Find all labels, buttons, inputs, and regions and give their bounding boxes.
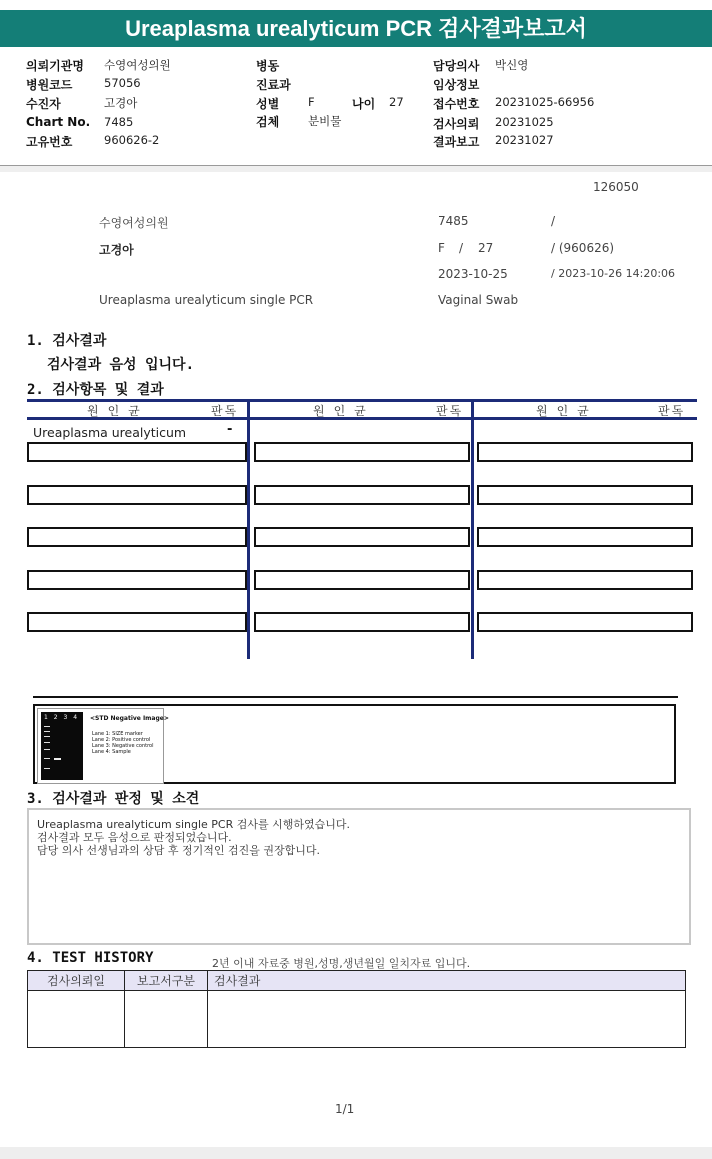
info-slash: / xyxy=(551,214,556,228)
info-patient: 고경아 xyxy=(99,243,134,257)
result-cell xyxy=(254,612,470,632)
info-reported-datetime: / 2023-10-26 14:20:06 xyxy=(551,267,676,280)
label-clinical-info: 임상정보 xyxy=(433,78,480,92)
history-col-report-type: 보고서구분 xyxy=(125,971,208,991)
value-physician: 박신영 xyxy=(495,58,529,72)
label-unique-id: 고유번호 xyxy=(26,135,73,149)
result-table-divider-2 xyxy=(471,399,474,659)
gel-lanes-panel xyxy=(41,712,83,780)
gel-band xyxy=(44,749,50,750)
col-judgement-3: 판독 xyxy=(658,404,686,418)
value-report-date: 20231027 xyxy=(495,133,554,147)
label-sex: 성별 xyxy=(256,97,280,111)
section4-title: 4. TEST HISTORY xyxy=(27,950,154,966)
gel-legend-item: Lane 1: SIZE marker xyxy=(92,731,143,737)
info-hospital: 수영여성의원 xyxy=(99,216,169,230)
label-department: 진료과 xyxy=(256,78,291,92)
result-item-organism: Ureaplasma urealyticum xyxy=(33,425,187,440)
gel-lane-number: 1 xyxy=(44,714,48,721)
value-hospital-code: 57056 xyxy=(104,76,141,90)
value-unique-id: 960626-2 xyxy=(104,133,160,147)
patient-header xyxy=(0,47,712,166)
gel-lane-numbers xyxy=(44,714,77,721)
label-ward: 병동 xyxy=(256,59,280,73)
gel-band xyxy=(44,758,50,759)
gel-band xyxy=(44,736,50,737)
history-cell xyxy=(125,991,208,1048)
label-accession-no: 접수번호 xyxy=(433,97,480,111)
label-report-date: 결과보고 xyxy=(433,135,480,149)
result-cell xyxy=(477,527,693,547)
result-cell xyxy=(27,527,247,547)
info-sex: F xyxy=(438,241,445,255)
header-divider xyxy=(0,166,712,172)
history-cell xyxy=(28,991,125,1048)
label-specimen: 검체 xyxy=(256,115,280,129)
history-col-result: 검사결과 xyxy=(208,971,686,991)
result-table-divider-1 xyxy=(247,399,250,659)
opinion-line: 담당 의사 선생님과의 상담 후 정기적인 검진을 권장합니다. xyxy=(37,844,320,857)
history-note: 2년 이내 자료중 병원,성명,생년월일 일치자료 입니다. xyxy=(212,957,471,970)
report-title: Ureaplasma urealyticum PCR 검사결과보고서 xyxy=(0,10,712,47)
gel-title: <STD Negative Image> xyxy=(90,715,169,722)
gel-thumbnail xyxy=(37,708,169,784)
result-cell xyxy=(254,527,470,547)
result-cell xyxy=(27,485,247,505)
col-judgement-1: 판독 xyxy=(211,404,239,418)
gel-legend-item: Lane 3: Negative control xyxy=(92,743,154,749)
gel-lane-number: 2 xyxy=(53,714,58,721)
value-requesting-institution: 수영여성의원 xyxy=(104,58,171,72)
page-footer-band xyxy=(0,1147,712,1159)
label-patient: 수진자 xyxy=(26,97,61,111)
label-requesting-institution: 의뢰기관명 xyxy=(26,59,84,73)
col-judgement-2: 판독 xyxy=(436,404,464,418)
value-request-date: 20231025 xyxy=(495,115,554,129)
result-cell xyxy=(27,570,247,590)
info-id: / (960626) xyxy=(551,241,615,255)
history-cell xyxy=(208,991,686,1048)
history-row xyxy=(28,991,686,1048)
result-cell xyxy=(27,612,247,632)
info-chart: 7485 xyxy=(438,214,469,228)
history-table xyxy=(27,970,686,1048)
result-cell xyxy=(477,485,693,505)
info-specimen: Vaginal Swab xyxy=(438,293,519,307)
gel-positive-band xyxy=(54,758,61,760)
gel-lane-number: 3 xyxy=(63,714,68,721)
value-patient: 고경아 xyxy=(104,96,138,110)
opinion-line: 검사결과 모두 음성으로 판정되었습니다. xyxy=(37,831,232,844)
value-age: 27 xyxy=(389,95,404,109)
section3-title: 3. 검사결과 판정 및 소견 xyxy=(27,791,200,807)
info-test-name: Ureaplasma urealyticum single PCR xyxy=(99,293,314,307)
label-request-date: 검사의뢰 xyxy=(433,117,480,131)
opinion-box xyxy=(27,808,691,945)
col-organism-1: 원인균 xyxy=(87,404,149,418)
value-chart-no: 7485 xyxy=(104,115,134,129)
info-received-date: 2023-10-25 xyxy=(438,267,508,281)
gel-band xyxy=(44,731,50,732)
result-cell xyxy=(254,570,470,590)
section1-result: 검사결과 음성 입니다. xyxy=(47,357,195,373)
col-organism-2: 원인균 xyxy=(313,404,375,418)
result-cell xyxy=(477,442,693,462)
opinion-line: Ureaplasma urealyticum single PCR 검사를 시행하였습니다. xyxy=(37,818,350,831)
gel-band xyxy=(44,742,50,743)
result-cell xyxy=(477,570,693,590)
info-age: 27 xyxy=(478,241,494,255)
page-number: 1/1 xyxy=(335,1102,355,1116)
result-cell xyxy=(477,612,693,632)
gel-legend-item: Lane 4: Sample xyxy=(92,749,131,755)
gel-legend-item: Lane 2: Positive control xyxy=(92,737,151,743)
report-code: 126050 xyxy=(593,180,639,194)
value-specimen: 분비물 xyxy=(308,114,342,128)
info-separator: / xyxy=(459,241,464,255)
gel-lane-number: 4 xyxy=(73,714,78,721)
result-cell xyxy=(254,485,470,505)
section2-title: 2. 검사항목 및 결과 xyxy=(27,382,164,398)
gel-band xyxy=(44,768,50,769)
section1-title: 1. 검사결과 xyxy=(27,333,107,349)
gel-band xyxy=(44,726,50,727)
label-chart-no: Chart No. xyxy=(26,115,91,129)
opinion-text xyxy=(29,810,689,865)
result-cell xyxy=(254,442,470,462)
result-cell xyxy=(27,442,247,462)
gel-legend xyxy=(92,731,154,755)
label-hospital-code: 병원코드 xyxy=(26,78,73,92)
gel-top-rule xyxy=(33,696,678,698)
label-age: 나이 xyxy=(352,97,376,111)
history-col-request-date: 검사의뢰일 xyxy=(28,971,125,991)
label-physician: 담당의사 xyxy=(433,59,480,73)
result-item-judgement: - xyxy=(227,422,233,437)
value-sex: F xyxy=(308,95,315,109)
value-accession-no: 20231025-66956 xyxy=(495,95,595,109)
col-organism-3: 원인균 xyxy=(536,404,598,418)
